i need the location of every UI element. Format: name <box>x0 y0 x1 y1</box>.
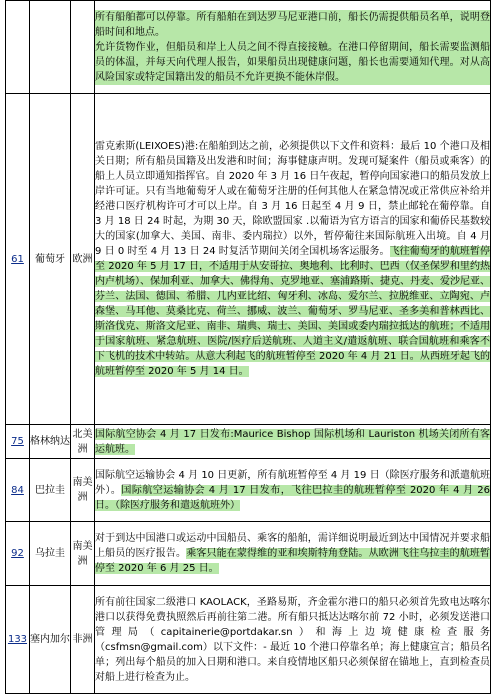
table-row <box>6 522 491 586</box>
table-row <box>6 586 491 694</box>
row-content <box>95 586 491 694</box>
row-content <box>95 94 491 425</box>
row-index-link[interactable]: 133 <box>6 586 30 694</box>
row-index-link[interactable]: 75 <box>6 425 30 459</box>
row-country: 塞内加尔 <box>30 586 71 694</box>
content-paragraph: 所有船舶都可以停靠。所有船舶在到达罗马尼亚港口前，船长仍需提供船员名单，说明登船时间和地点。 <box>95 11 490 38</box>
row-index-link[interactable]: 92 <box>6 522 30 586</box>
row-country: 葡萄牙 <box>30 94 71 425</box>
row-country <box>30 1 71 94</box>
table-row <box>6 94 491 425</box>
content-paragraph: 国际航空运输协会 4 月 10 日更新，所有航班暂停至 4 月 19 日（除医疗服务和派遣航班外）。 <box>95 469 490 496</box>
row-country: 格林纳达 <box>30 425 71 459</box>
row-country: 乌拉圭 <box>30 522 71 586</box>
content-highlight: 国际航空协会 4 月 17 日发布:Maurice Bishop 国际机场和 Lauriston 机场关闭所有客运航班。 <box>95 428 490 455</box>
row-index-link[interactable]: 61 <box>6 94 30 425</box>
row-region <box>71 1 95 94</box>
row-region: 非洲 <box>71 586 95 694</box>
row-region: 北美洲 <box>71 425 95 459</box>
row-content <box>95 1 491 94</box>
content-highlight: 国际航空运输协会 4 月 17 日发布，飞往巴拉圭的航班暂停至 2020 年 4 月 26 日。（除医疗服务和遣返航班外） <box>95 484 491 511</box>
row-region: 南美洲 <box>71 522 95 586</box>
row-content <box>95 522 491 586</box>
row-region: 南美洲 <box>71 459 95 522</box>
content-paragraph: 对于到达中国港口或运动中国船员、乘客的船舶，需详细说明最近到达中国情况并要求船上船员的医疗报告。 <box>95 533 490 559</box>
row-index <box>6 1 30 94</box>
content-paragraph: 雷克索斯(LEIXOES)港:在船舶到达之前，必须提供以下文件和资料：最后 10 个港口及相关日期；所有船员国籍及出发港和时间；海事健康声明。发现可疑案件（船员或乘客）的船上人员立即通知指挥官。自 2020 年 3 月 16 日午夜起，暂停向国家港口的船员发放上岸许可证。只有当地葡萄牙人或在葡萄牙注册的任何其他人在紧急情况或正常供应补给并经港口医疗机构许可才可以上岸。自 3 月 16 日起至 4 月 9 日，禁止邮轮在葡停靠。自 3 月 18 日 24 时起，为期 30 天，除欧盟国家 .以葡语为官方语言的国家和葡侨民基数较大的国家(加拿大、美国、南非、委内瑞拉）以外，暂停葡往来国际航班入出境。自 4 月 9 日 0 时至 4 月 13 日 24 时复活节期间关闭全国机场客运服务。 <box>95 141 490 257</box>
content-paragraph: 所有前往国家二级港口 KAOLACK，圣路易斯，齐金霍尔港口的船只必须首先致电达喀尔港口以获得免费执照然后再前往第二港。所有船只抵达达喀尔前 72 小时，必须发送港口管理局（capitainerie@portdakar.sn）和海上边境健康检查服务（csfmsn@gmail.com）以下文件：- 最近 10 个港口停靠名单；海上健康宣言；船员名单；列出每个船员的加入日期和港口。来自疫情地区船只必须保留在锚地上，直到检查员对船上进行检查为止。 <box>95 596 490 683</box>
table-row <box>6 425 491 459</box>
row-index-link[interactable]: 84 <box>6 459 30 522</box>
row-region: 欧洲 <box>71 94 95 425</box>
content-highlight: 飞往葡萄牙的航班暂停至 2020 年 5 月 17 日，不适用于从安哥拉、奥地利、比利时、巴西（仅圣保罗和里约热内卢机场）、保加利亚、加拿大、佛得角、克罗地亚、塞浦路斯、捷克、丹麦、爱沙尼亚、芬兰、法国、德国、希腊、几内亚比绍、匈牙利、冰岛、爱尔兰、拉脱维亚、立陶宛、卢森堡、马耳他、莫桑比克、荷兰、挪威、波兰、葡萄牙、罗马尼亚、圣多美和普林西比、斯洛伐克、斯洛文尼亚、南非、瑞典、瑞士、美国、美国或委内瑞拉抵达的航班；不适用于国家航班、紧急航班、医院/医疗后送航班、人道主义/遣返航班、联合国航班和乘客不下飞机的技术中转站。从意大利起飞的航班暂停至 2020 年 4 月 21 日。从西班牙起飞的航班暂停至 2020 年 5 月 14 日。 <box>95 246 490 377</box>
content-paragraph: 允许货物作业，但船员和岸上人员之间不得直接接触。在港口停留期间，船长需要监测船员的体温，并每天向代理人报告，如果船员出现健康问题，船长也需要通知代理。对从高风险国家或特定国籍出发的船员不允许更换不能休岸假。 <box>95 41 490 83</box>
table-row <box>6 459 491 522</box>
row-content <box>95 459 491 522</box>
row-content <box>95 425 491 459</box>
table-row <box>6 1 491 94</box>
country-regulations-table <box>5 0 491 694</box>
content-highlight: 乘客只能在蒙得维的亚和埃斯特角登陆。从欧洲飞往乌拉圭的航班暂停至 2020 年 6 月 25 日。 <box>95 548 491 574</box>
row-country: 巴拉圭 <box>30 459 71 522</box>
